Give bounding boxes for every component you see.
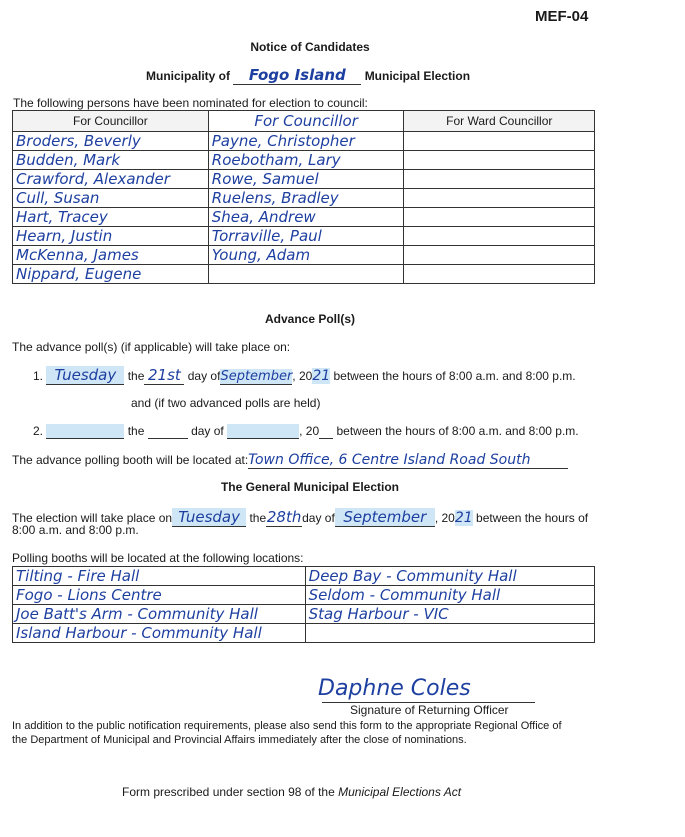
table-row xyxy=(13,265,595,284)
general-hours-a: between the hours of xyxy=(476,511,589,525)
poll1-the: the xyxy=(127,369,145,383)
general-the: the xyxy=(249,511,267,525)
ward-cell xyxy=(404,189,595,208)
footer-act: Municipal Elections Act xyxy=(338,785,462,799)
page-title: Notice of Candidates xyxy=(250,40,370,54)
poll1-date: 21st xyxy=(144,366,184,385)
booths-label: Polling booths will be located at the following locations: xyxy=(12,551,304,565)
poll1-year-prefix: , 20 xyxy=(292,369,313,383)
general-day-of: day of xyxy=(302,511,335,525)
table-row xyxy=(13,170,595,189)
poll2-month-blank xyxy=(227,424,299,439)
header-councillor-2: For Councillor xyxy=(208,111,404,132)
footer-prefix: Form prescribed under section 98 of the xyxy=(122,785,335,799)
advance-location: Town Office, 6 Centre Island Road South xyxy=(248,452,568,469)
poll2-day-of: day of xyxy=(191,424,224,438)
council-header-row xyxy=(13,111,595,132)
general-date: 28th xyxy=(266,508,302,526)
candidate-name: Budden, Mark xyxy=(13,151,209,170)
general-year-prefix: , 20 xyxy=(434,511,455,525)
poll2-date-blank xyxy=(148,424,188,439)
table-row xyxy=(13,189,595,208)
booths-table xyxy=(12,566,595,643)
advance-poll-2 xyxy=(33,424,579,439)
table-row xyxy=(13,624,595,643)
advance-intro: The advance poll(s) (if applicable) will take place on: xyxy=(12,340,291,354)
notice-text: In addition to the public notification requirements, please also send this form to the appropriate Regional Office of the Department of Municipal and Provincial Affairs immediately after the close of nominations. xyxy=(12,720,562,746)
candidate-name xyxy=(208,265,404,284)
table-row xyxy=(13,605,595,624)
table-row xyxy=(13,151,595,170)
booth-location: Joe Batt's Arm - Community Hall xyxy=(13,605,306,624)
header-councillor-1: For Councillor xyxy=(13,111,209,132)
ward-cell xyxy=(404,246,595,265)
general-hours-b: 8:00 a.m. and 8:00 p.m. xyxy=(12,523,139,537)
booth-location xyxy=(305,624,594,643)
candidate-name: Crawford, Alexander xyxy=(13,170,209,189)
poll2-year-prefix: , 20 xyxy=(299,424,320,438)
candidate-name: Hearn, Justin xyxy=(13,227,209,246)
poll1-day-of: day of xyxy=(187,369,221,383)
booth-location: Island Harbour - Community Hall xyxy=(13,624,306,643)
general-heading: The General Municipal Election xyxy=(220,480,400,494)
general-prefix: The election will take place on xyxy=(12,511,173,525)
booth-location: Deep Bay - Community Hall xyxy=(305,567,594,586)
poll1-hours: between the hours of 8:00 a.m. and 8:00 p.m. xyxy=(333,369,576,383)
table-row xyxy=(13,246,595,265)
advance-location-label: The advance polling booth will be located at: xyxy=(12,453,249,467)
booth-location: Fogo - Lions Centre xyxy=(13,586,306,605)
poll1-month: September xyxy=(220,369,293,384)
ward-cell xyxy=(404,265,595,284)
poll-number: 1. xyxy=(33,369,44,383)
general-month: September xyxy=(335,508,435,527)
candidate-name: Young, Adam xyxy=(208,246,404,265)
candidate-name: Broders, Beverly xyxy=(13,132,209,151)
general-day: Tuesday xyxy=(172,508,246,527)
candidate-name: Payne, Christopher xyxy=(208,132,404,151)
candidate-name: Cull, Susan xyxy=(13,189,209,208)
table-row xyxy=(13,586,595,605)
advance-poll-1 xyxy=(33,366,576,385)
nominated-text: The following persons have been nominated for election to council: xyxy=(13,96,368,110)
signature-label: Signature of Returning Officer xyxy=(350,703,509,717)
candidate-name: Nippard, Eugene xyxy=(13,265,209,284)
ward-cell xyxy=(404,227,595,246)
advance-heading: Advance Poll(s) xyxy=(264,312,356,326)
table-row xyxy=(13,132,595,151)
poll1-day: Tuesday xyxy=(46,366,124,385)
ward-cell xyxy=(404,132,595,151)
council-table xyxy=(12,110,595,284)
table-row xyxy=(13,208,595,227)
municipality-prefix: Municipality of xyxy=(146,69,230,83)
poll1-year: 21 xyxy=(312,368,331,384)
two-polls-note: and (if two advanced polls are held) xyxy=(131,396,321,410)
table-row xyxy=(13,227,595,246)
poll2-year-blank xyxy=(319,424,333,439)
candidate-name: Rowe, Samuel xyxy=(208,170,404,189)
general-year: 21 xyxy=(454,510,473,526)
form-code: MEF-04 xyxy=(535,8,589,25)
poll-number: 2. xyxy=(33,424,44,438)
municipality-name: Fogo Island xyxy=(233,66,361,85)
booth-location: Tilting - Fire Hall xyxy=(13,567,306,586)
candidate-name: McKenna, James xyxy=(13,246,209,265)
municipality-line xyxy=(146,66,470,85)
booth-location: Stag Harbour - VIC xyxy=(305,605,594,624)
candidate-name: Shea, Andrew xyxy=(208,208,404,227)
ward-cell xyxy=(404,208,595,227)
table-row xyxy=(13,567,595,586)
poll2-the: the xyxy=(127,424,145,438)
signature: Daphne Coles xyxy=(318,676,471,701)
poll2-day-blank xyxy=(46,424,124,439)
ward-cell xyxy=(404,151,595,170)
booth-location: Seldom - Community Hall xyxy=(305,586,594,605)
municipality-suffix: Municipal Election xyxy=(364,69,471,83)
candidate-name: Ruelens, Bradley xyxy=(208,189,404,208)
poll2-hours: between the hours of 8:00 a.m. and 8:00 p.m. xyxy=(336,424,579,438)
candidate-name: Torraville, Paul xyxy=(208,227,404,246)
advance-location-line xyxy=(12,452,568,469)
header-ward-councillor: For Ward Councillor xyxy=(404,111,595,132)
ward-cell xyxy=(404,170,595,189)
candidate-name: Hart, Tracey xyxy=(13,208,209,227)
footer xyxy=(122,785,461,799)
candidate-name: Roebotham, Lary xyxy=(208,151,404,170)
